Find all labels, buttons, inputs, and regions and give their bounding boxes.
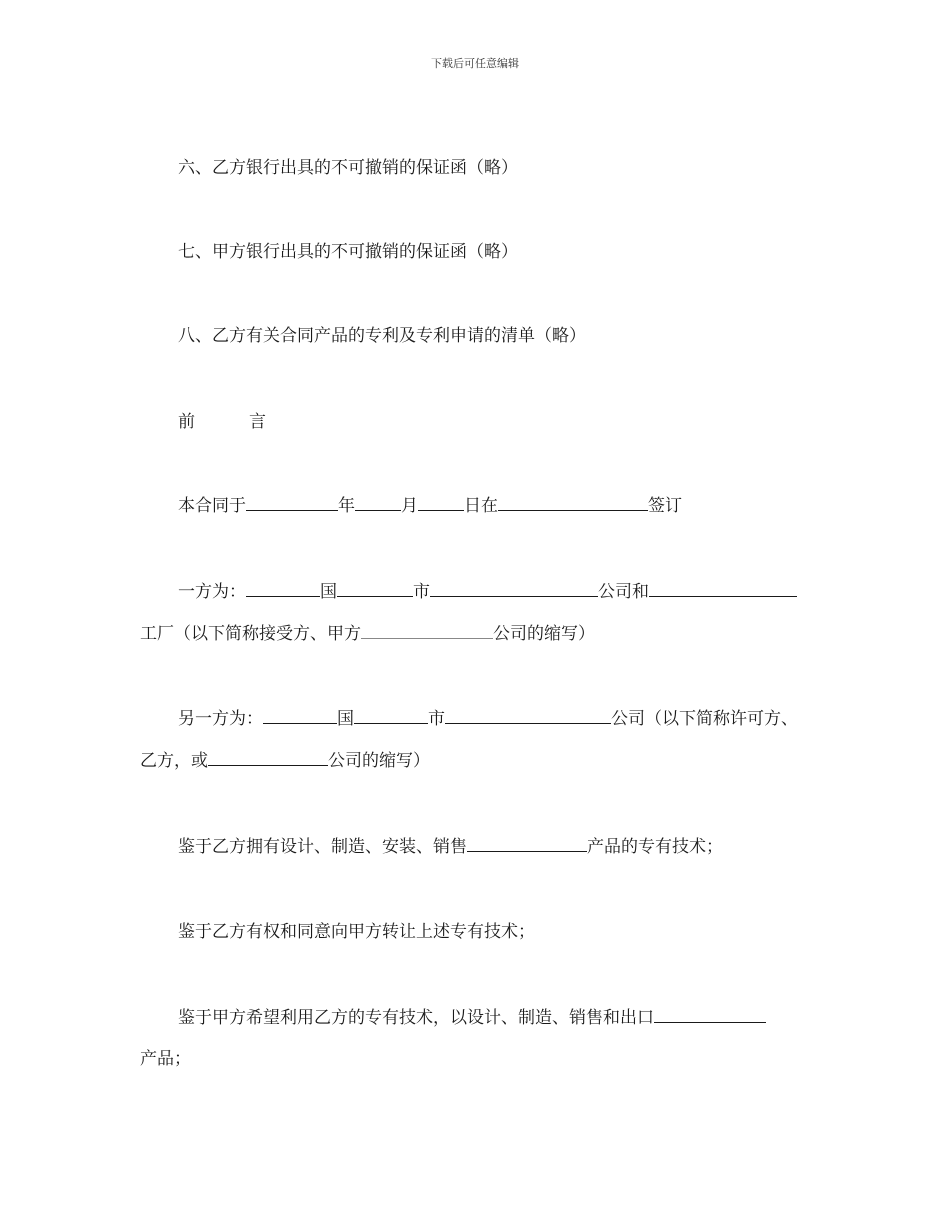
party-b-line-1	[178, 708, 798, 730]
signing-text-e: 签订	[648, 496, 682, 516]
preface-part-2: 言	[249, 412, 266, 432]
blank-party-a-factory[interactable]	[649, 581, 797, 597]
blank-party-b-company[interactable]	[445, 708, 611, 724]
whereas-1-text-a: 鉴于乙方拥有设计、制造、安装、销售	[178, 837, 467, 857]
blank-year[interactable]	[246, 495, 338, 511]
whereas-3-line-1	[178, 1007, 766, 1029]
party-a-line-2	[140, 623, 595, 645]
item-seven: 七、甲方银行出具的不可撤销的保证函（略）	[178, 242, 518, 262]
party-a-text-line2-b: 公司的缩写）	[493, 624, 595, 644]
blank-product-2[interactable]	[654, 1007, 766, 1023]
party-b-text-line2-b: 公司的缩写）	[328, 751, 430, 771]
whereas-3-line-2: 产品；	[140, 1049, 191, 1069]
item-eight: 八、乙方有关合同产品的专利及专利申请的清单（略）	[178, 326, 586, 346]
blank-place[interactable]	[498, 495, 648, 511]
signing-text-b: 年	[338, 496, 355, 516]
blank-party-a-country[interactable]	[246, 581, 320, 597]
blank-party-b-abbr[interactable]	[208, 750, 328, 766]
party-b-line-2	[140, 750, 430, 772]
party-a-text-line2-a: 工厂（以下简称接受方、甲方	[140, 624, 361, 644]
party-a-text-d: 公司和	[598, 582, 649, 602]
party-a-text-b: 国	[320, 582, 337, 602]
party-b-text-a: 另一方为：	[178, 709, 263, 729]
signing-text-a: 本合同于	[178, 496, 246, 516]
whereas-1-text-b: 产品的专有技术；	[587, 837, 723, 857]
signing-line	[178, 495, 682, 517]
party-b-text-line2-a: 乙方，或	[140, 751, 208, 771]
preface-part-1: 前	[178, 412, 195, 432]
blank-party-b-city[interactable]	[354, 708, 428, 724]
blank-party-a-abbr[interactable]	[361, 623, 493, 639]
signing-text-c: 月	[401, 496, 418, 516]
whereas-3-text-a: 鉴于甲方希望利用乙方的专有技术，以设计、制造、销售和出口	[178, 1008, 654, 1028]
party-a-text-a: 一方为：	[178, 582, 246, 602]
item-six: 六、乙方银行出具的不可撤销的保证函（略）	[178, 158, 518, 178]
whereas-1	[178, 836, 723, 858]
page-header: 下载后可任意编辑	[431, 57, 519, 70]
whereas-2: 鉴于乙方有权和同意向甲方转让上述专有技术；	[178, 922, 535, 942]
party-a-text-c: 市	[413, 582, 430, 602]
blank-party-a-company[interactable]	[430, 581, 598, 597]
party-b-text-b: 国	[337, 709, 354, 729]
signing-text-d: 日在	[464, 496, 498, 516]
blank-day[interactable]	[418, 495, 464, 511]
blank-product-1[interactable]	[467, 836, 587, 852]
preface-heading	[178, 411, 266, 433]
party-b-text-c: 市	[428, 709, 445, 729]
blank-month[interactable]	[355, 495, 401, 511]
party-a-line-1	[178, 581, 797, 603]
party-b-text-d: 公司（以下简称许可方、	[611, 709, 798, 729]
blank-party-b-country[interactable]	[263, 708, 337, 724]
blank-party-a-city[interactable]	[337, 581, 413, 597]
